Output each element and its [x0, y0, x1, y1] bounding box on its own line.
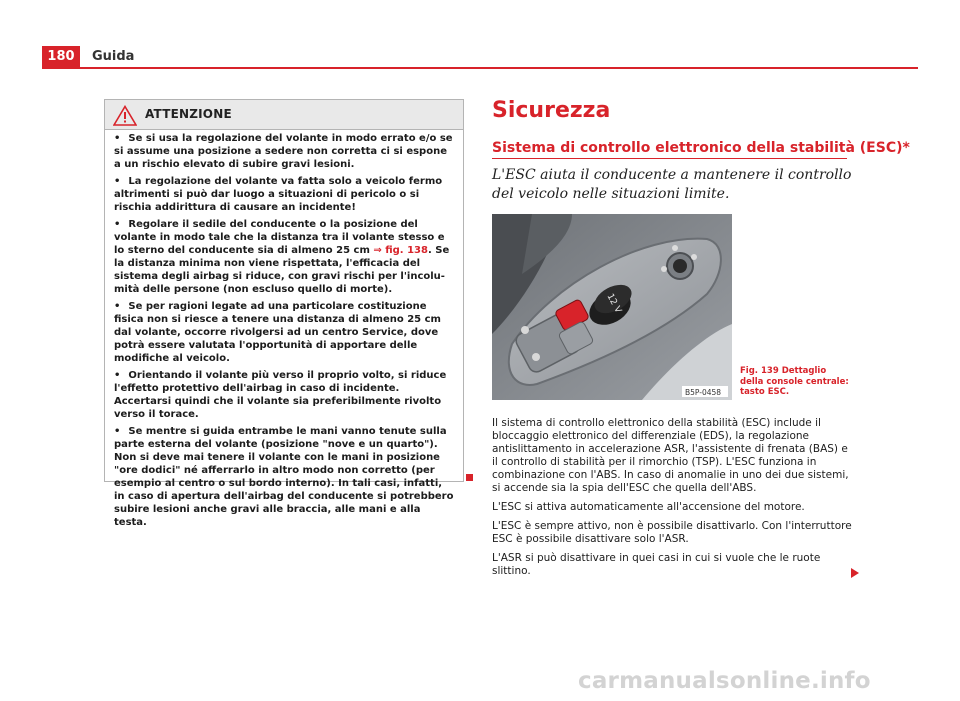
warning-item — [114, 175, 456, 214]
bullet-icon: • — [114, 301, 121, 312]
warning-box — [104, 99, 464, 528]
warning-title: ATTENZIONE — [145, 107, 232, 121]
paragraph: L'ESC si attiva automaticamente all'accensione del motore. — [492, 501, 805, 513]
bullet-icon: • — [114, 133, 121, 144]
lead-text: L'ESC aiuta il conducente a mantenere il controllo del veicolo nelle situazioni limite. — [492, 167, 852, 202]
figure-caption-text: Dettaglio della console centrale: tasto ESC. — [740, 366, 849, 397]
bullet-icon: • — [114, 176, 121, 187]
bullet-icon: • — [114, 426, 121, 437]
subsection-rule — [492, 158, 847, 159]
bullet-icon: • — [114, 370, 121, 381]
figure-reference-link[interactable]: ⇒ fig. 138 — [373, 245, 428, 256]
section-end-marker — [466, 474, 473, 481]
running-header: Guida — [92, 49, 135, 64]
warning-item — [114, 300, 456, 365]
paragraph: Il sistema di controllo elettronico della stabilità (ESC) include il bloccaggio elettronico del differenziale (EDS), la regolazione antislittamento in accelerazione ASR, l'assistente di frenata (BAS) e il controllo di stabilità per il rimorchio (TSP). L'ESC funziona in combinazione con l'ABS. In caso di anomalie in uno dei due sistemi, si accende sia la spia dell'ESC che quella dell'ABS. — [492, 417, 849, 494]
warning-item — [114, 132, 456, 171]
figure-caption-label: Fig. 139 — [740, 366, 779, 376]
warning-item-text: Se per ragioni legate ad una particolare costituzione fisica non si riesce a tenere una distanza di almeno 25 cm dal volante, occorre rivolgersi ad un centro Service, dove potrà essere valutata l'opportunità di apportare delle modifiche al veicolo. — [114, 301, 441, 364]
body-text — [492, 417, 854, 584]
bullet-icon: • — [114, 219, 121, 230]
header-rule — [42, 67, 918, 69]
subsection-title: Sistema di controllo elettronico della stabilità (ESC)* — [492, 140, 910, 156]
continue-arrow-icon — [851, 568, 859, 578]
warning-item-text: Orientando il volante più verso il proprio volto, si riduce l'effetto protettivo dell'airbag in caso di incidente. Accertarsi quindi che il volante sia preferibilmente rivolto verso il torace. — [114, 370, 447, 420]
figure-caption — [740, 366, 850, 398]
watermark: carmanualsonline.info — [578, 668, 871, 694]
warning-triangle-icon — [113, 105, 137, 126]
page-number: 180 — [42, 46, 80, 68]
warning-item-text-tail: . Se la distanza minima non viene rispettata, l'efficacia del sistema degli airbag si riduce, con gravi rischi per l'incolumità delle persone (non escluso quello di morte). — [114, 245, 450, 295]
warning-item-text: La regolazione del volante va fatta solo a veicolo fermo altrimenti si può dar luogo a situazioni di pericolo o si rischia addirittura di causare an incidente! — [114, 176, 443, 213]
knob-label: 12 V — [604, 292, 623, 315]
warning-body — [114, 132, 456, 533]
figure-code: B5P-0458 — [685, 388, 722, 397]
warning-item — [114, 425, 456, 529]
warning-item-text: Regolare il sedile del conducente o la posizione del volante in modo tale che la distanza tra il volante stesso e lo sterno del conducente sia di almeno 25 cm — [114, 219, 445, 256]
console-illustration — [492, 214, 732, 400]
warning-item — [114, 218, 456, 296]
warning-item-text: Se si usa la regolazione del volante in modo errato e/o se si assume una posizione a sedere non corretta ci si espone a un rischio elevato di subire gravi lesioni. — [114, 133, 453, 170]
console-figure — [492, 214, 732, 400]
paragraph: L'ASR si può disattivare in quei casi in cui si vuole che le ruote slittino. — [492, 552, 821, 577]
warning-header — [105, 100, 463, 130]
section-title: Sicurezza — [492, 98, 611, 123]
paragraph: L'ESC è sempre attivo, non è possibile disattivarlo. Con l'interruttore ESC è possibile disattivare solo l'ASR. — [492, 520, 852, 545]
warning-item-text: Se mentre si guida entrambe le mani vanno tenute sulla parte esterna del volante (posizione "nove e un quarto"). Non si deve mai tenere il volante con le mani in posizione "ore dodici" né afferrarlo in altro modo non corretto (per esempio al centro o sul bordo interno). In tali casi, infatti, in caso di apertura dell'airbag del conducente si potrebbero subire lesioni anche gravi alle braccia, alle mani e alla testa. — [114, 426, 454, 528]
warning-item — [114, 369, 456, 421]
